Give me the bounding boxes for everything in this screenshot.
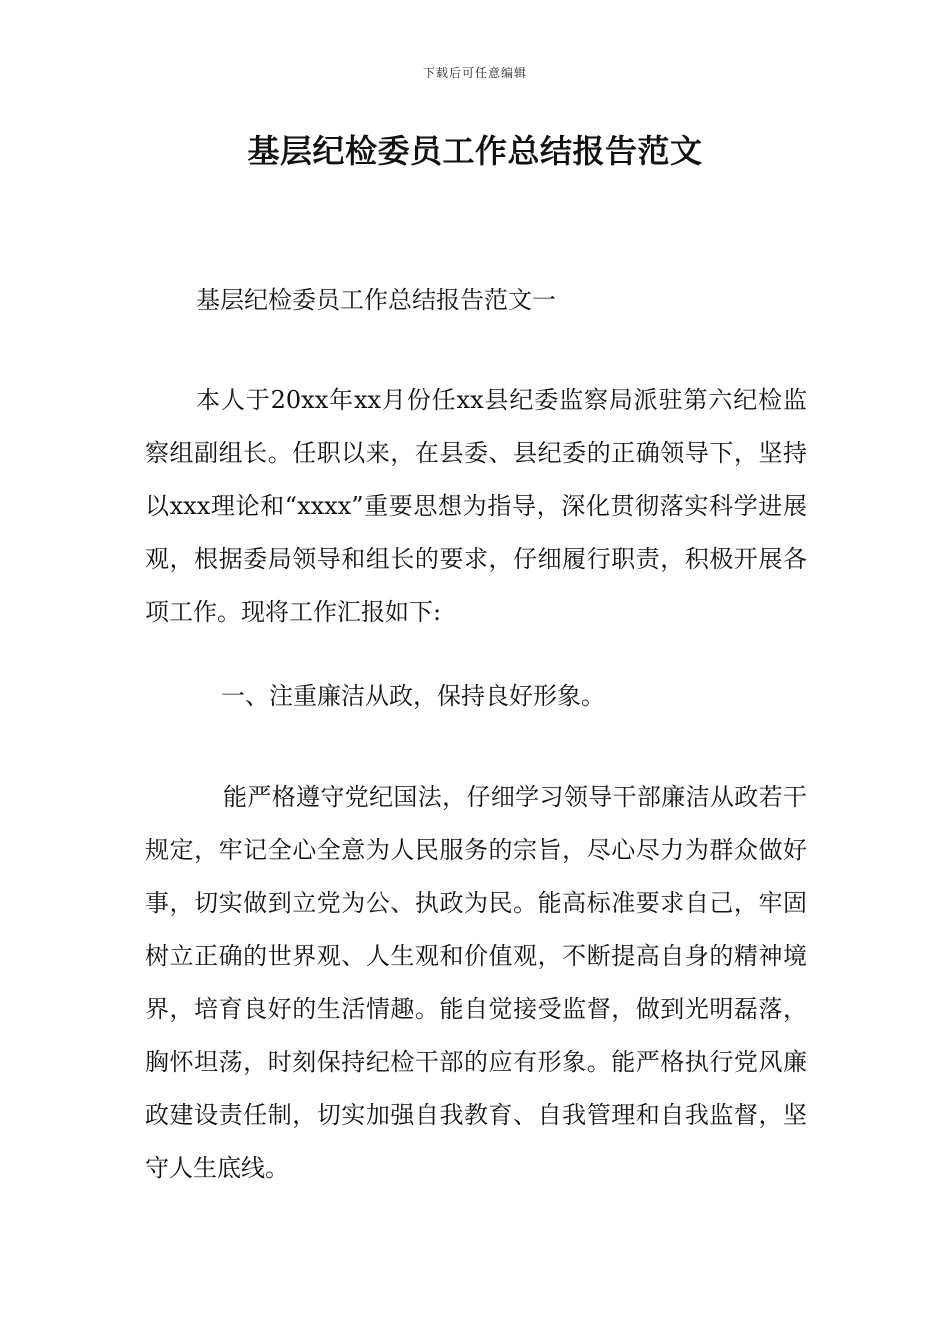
document-subtitle: 基层纪检委员工作总结报告范文一 <box>196 286 556 314</box>
document-title: 基层纪检委员工作总结报告范文 <box>247 132 703 170</box>
section-heading-1: 一、注重廉洁从政，保持良好形象。 <box>221 682 605 710</box>
body-paragraph-section-1: 能严格遵守党纪国法，仔细学习领导干部廉洁从政若干规定，牢记全心全意为人民服务的宗旨，尽心尽力为群众做好事，切实做到立党为公、执政为民。能高标准要求自己，牢固树立正确的世界观、人生观和价值观，不断提高自身的精神境界，培育良好的生活情趣。能自觉接受监督，做到光明磊落，胸怀坦荡，时刻保持纪检干部的应有形象。能严格执行党风廉政建设责任制，切实加强自我教育、自我管理和自我监督，坚守人生底线。 <box>145 783 807 1182</box>
body-paragraph-intro: 本人于20xx年xx月份任xx县纪委监察局派驻第六纪检监察组副组长。任职以来，在县委、县纪委的正确领导下，坚持以xxx理论和“xxxx”重要思想为指导，深化贯彻落实科学进展观，根据委局领导和组长的要求，仔细履行职责，积极开展各项工作。现将工作汇报如下: <box>145 386 807 626</box>
header-note: 下载后可任意编辑 <box>422 66 527 80</box>
